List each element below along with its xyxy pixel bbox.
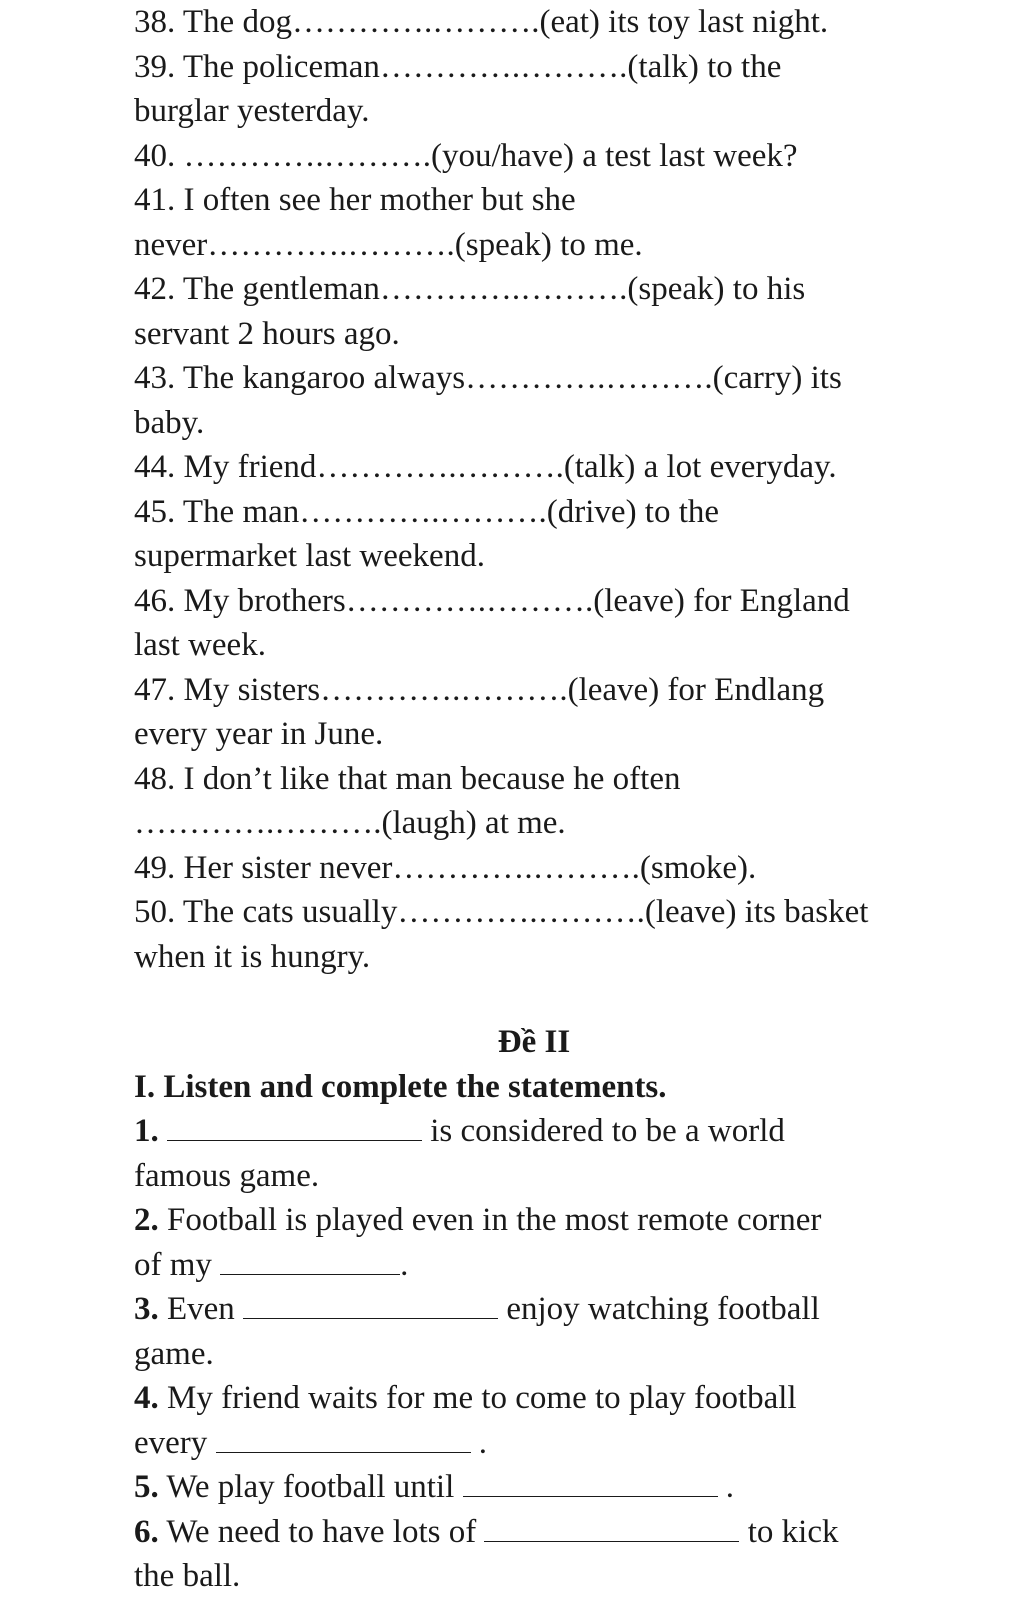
listening-item-5 [134,1465,934,1510]
exercise-39 [134,45,934,134]
item-text: the ball. [134,1558,241,1594]
exercise-43 [134,356,934,445]
exercise-line: baby. [134,404,205,441]
answer-blank [216,1426,471,1453]
exercise-line: burglar yesterday. [134,93,370,129]
item-number: 5. [134,1469,159,1505]
exercise-line: 44. My friend………….……….(talk) a lot everyday. [134,449,837,485]
item-text: . [400,1246,409,1283]
exercise-line: never………….……….(speak) to me. [134,226,643,263]
exercise-42 [134,267,934,356]
exercise-40 [134,134,934,179]
exercise-line: every year in June. [134,716,384,752]
item-text: . [717,1469,735,1505]
exercise-45 [134,490,934,579]
exercise-38 [134,0,934,45]
section-gap [134,979,934,1020]
answer-blank [243,1292,498,1319]
item-text: game. [134,1335,214,1372]
item-text: famous game. [134,1157,320,1194]
item-text: . [470,1424,488,1461]
exercise-line: last week. [134,627,266,663]
test-heading: Đề II [497,1024,571,1060]
exercise-50 [134,890,934,979]
item-text: Football is played even in the most remote corner [158,1202,822,1238]
item-text: My friend waits for me to come to play football [158,1380,797,1416]
exercise-line: 42. The gentleman………….……….(speak) to his [134,271,806,307]
exercise-line: ………….……….(laugh) at me. [134,805,566,841]
exercise-line: servant 2 hours ago. [134,315,400,352]
exercise-line: 48. I don’t like that man because he often [134,760,681,797]
item-text: enjoy watching football [498,1291,820,1327]
exercise-line: 43. The kangaroo always………….……….(carry) its [134,360,842,396]
item-text: is considered to be a world [422,1113,785,1149]
exercise-49 [134,846,934,891]
listening-item-6 [134,1510,934,1599]
exercise-line: 40. ………….……….(you/have) a test last week? [134,137,798,174]
exercise-41 [134,178,934,267]
item-text: Even [158,1291,244,1327]
item-number: 3. [134,1291,159,1327]
item-number: 4. [134,1380,159,1416]
exercise-44 [134,445,934,490]
exercise-line: supermarket last weekend. [134,538,485,574]
exercise-line: 46. My brothers………….……….(leave) for England [134,582,850,619]
answer-blank [463,1470,718,1497]
exercise-line: when it is hungry. [134,938,371,975]
section-title: I. Listen and complete the statements. [134,1068,667,1105]
item-text: every [134,1424,216,1461]
listening-item-4 [134,1376,934,1465]
listening-item-1 [134,1109,934,1198]
item-text: We need to have lots of [158,1513,485,1550]
item-text: to kick [739,1513,839,1550]
exercise-46 [134,579,934,668]
exercise-line: 50. The cats usually………….……….(leave) its basket [134,894,869,930]
exercise-48 [134,757,934,846]
exercise-47 [134,668,934,757]
item-text: of my [134,1246,221,1283]
answer-blank [167,1114,422,1141]
exercise-line: 39. The policeman………….……….(talk) to the [134,48,782,85]
answer-blank [484,1515,739,1542]
exercise-line: 47. My sisters………….……….(leave) for Endlang [134,671,825,708]
worksheet-page [134,0,934,1599]
exercise-line: 38. The dog………….……….(eat) its toy last night. [134,4,829,40]
exercise-line: 49. Her sister never………….……….(smoke). [134,849,757,886]
item-number: 6. [134,1513,159,1550]
exercise-line: 41. I often see her mother but she [134,182,576,218]
item-number: 1. [134,1113,159,1149]
listening-item-2 [134,1198,934,1287]
item-text: We play football until [158,1469,463,1505]
exercise-line: 45. The man………….……….(drive) to the [134,493,720,530]
answer-blank [220,1248,400,1275]
item-number: 2. [134,1202,159,1238]
listening-item-3 [134,1287,934,1376]
